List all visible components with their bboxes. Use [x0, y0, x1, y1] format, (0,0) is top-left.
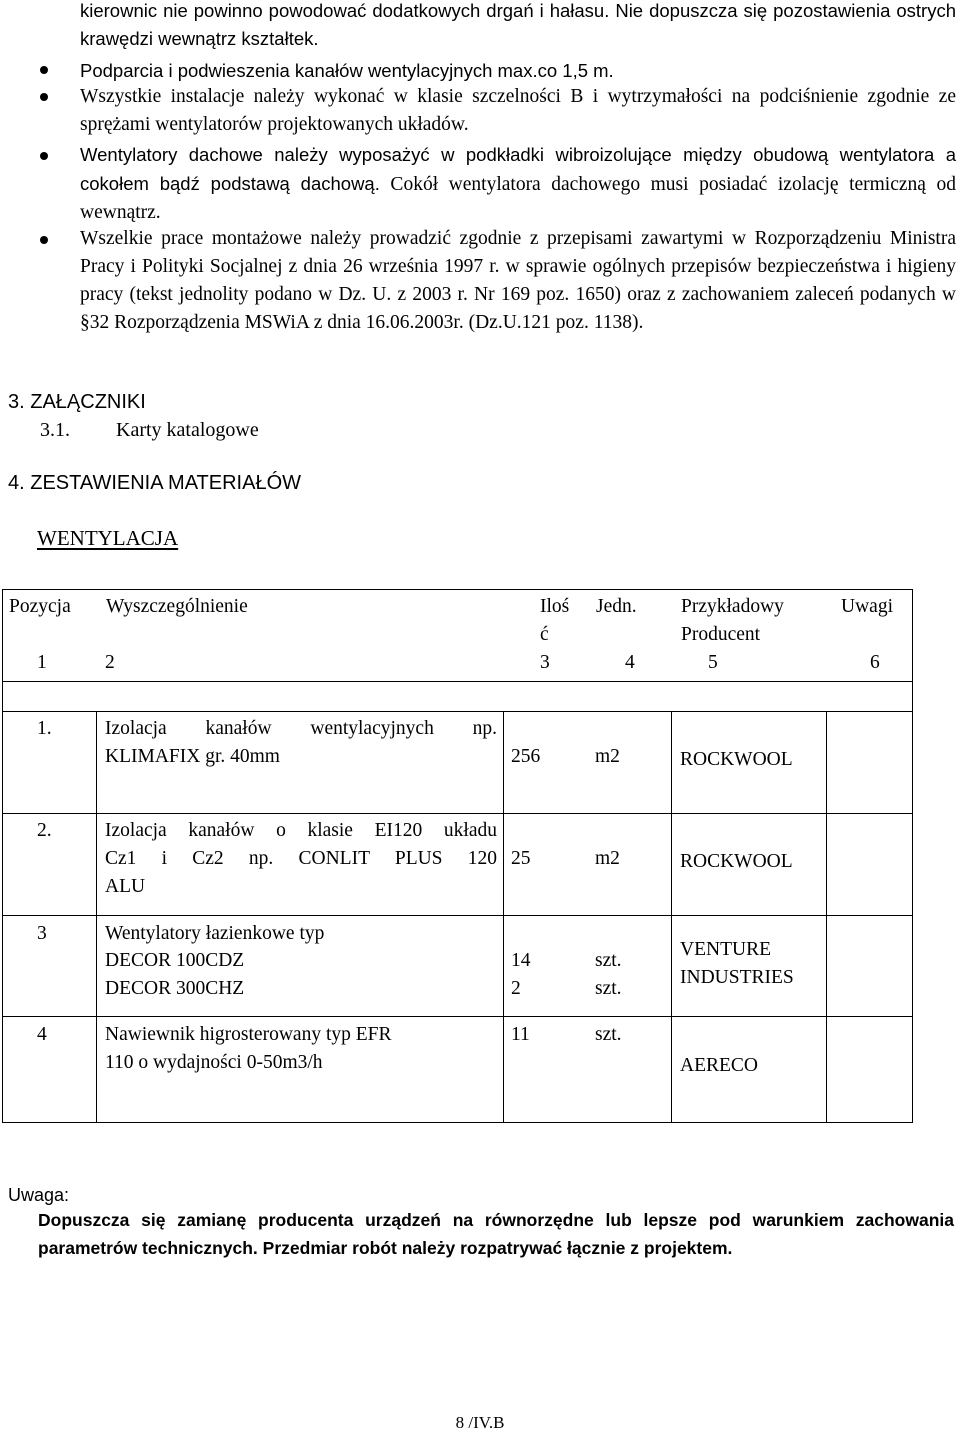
bullet-dot: [40, 152, 48, 160]
row-position: 2.: [37, 820, 52, 841]
bullet-item-roof-fans: [80, 141, 956, 227]
row-unit: szt.: [595, 978, 622, 999]
bullet-item-regulations: Wszelkie prace montażowe należy prowadzić zgodnie z przepisami zawartymi w Rozporządzeniu Ministra Pracy i Polityki Socjalnej z dnia 26 września 1997 r. w sprawie ogólnych przepisów bezpieczeństwa i higieny pracy (tekst jednolity podano w Dz. U. z 2003 r. Nr 169 poz. 1650) oraz z zachowaniem zaleceń podanych w §32 Rozporządzenia MSWiA z dnia 16.06.2003r. (Dz.U.121 poz. 1138).: [80, 228, 956, 333]
row-position: 3: [37, 923, 47, 944]
subsection-number: 3.1.: [40, 419, 70, 441]
table-line: [2, 681, 913, 682]
table-header-quantity-wrap: ć: [540, 624, 549, 645]
table-column-number: 6: [870, 652, 880, 673]
table-header-description: Wyszczególnienie: [106, 596, 248, 617]
row-producer: VENTURE: [680, 939, 771, 960]
note-text: [38, 1206, 954, 1262]
table-column-number: 4: [625, 652, 635, 673]
table-line: [2, 915, 913, 916]
table-column-number: 2: [105, 652, 115, 673]
page-number: 8 /IV.B: [455, 1413, 505, 1432]
row-unit: szt.: [595, 1024, 622, 1045]
row-description: Nawiewnik higrosterowany typ EFR: [105, 1024, 392, 1045]
roof-fans-text-sans: Wentylatory dachowe należy wyposażyć w podkładki wibroizolujące między obudową wentylatora a cokołem bądź podstawą dachową.: [80, 144, 956, 194]
table-line: [671, 711, 672, 1123]
row-description: Izolacja kanałów wentylacyjnych np.: [105, 718, 497, 739]
row-description: Izolacja kanałów o klasie EI120 układu: [105, 820, 497, 841]
table-column-number: 1: [37, 652, 47, 673]
row-description: Wentylatory łazienkowe typ: [105, 923, 325, 944]
section-heading-attachments: 3. ZAŁĄCZNIKI: [8, 391, 146, 413]
table-line-bottom: [2, 1122, 913, 1123]
note-text-part1: Dopuszcza się zamianę producenta urządzeń na równorzędne lub lepsze pod warunkiem zachowania parametrów technicznych.: [38, 1210, 954, 1258]
row-position: 4: [37, 1024, 47, 1045]
row-description: KLIMAFIX gr. 40mm: [105, 746, 280, 767]
row-producer: INDUSTRIES: [680, 967, 794, 988]
table-header-quantity: Iloś: [540, 596, 570, 617]
table-header-unit: Jedn.: [596, 596, 637, 617]
row-quantity: 14: [511, 950, 531, 971]
row-quantity: 11: [511, 1024, 530, 1045]
table-column-number: 3: [540, 652, 550, 673]
row-producer: AERECO: [680, 1055, 758, 1076]
row-description: ALU: [105, 876, 146, 897]
row-unit: szt.: [595, 950, 622, 971]
row-producer: ROCKWOOL: [680, 749, 793, 770]
bullet-dot: [40, 66, 48, 74]
table-line: [2, 813, 913, 814]
table-line: [826, 711, 827, 1123]
row-description: DECOR 300CHZ: [105, 978, 245, 999]
table-header-position: Pozycja: [9, 596, 71, 617]
row-quantity: 256: [511, 746, 541, 767]
row-quantity: 25: [511, 848, 531, 869]
subsection-label: Karty katalogowe: [116, 419, 259, 441]
bullet-dot: [40, 93, 48, 101]
table-line-top: [2, 589, 913, 590]
row-unit: m2: [595, 746, 620, 767]
section-subheading-ventilation: WENTYLACJA: [37, 526, 179, 550]
bullet-item-tightness: Wszystkie instalacje należy wykonać w klasie szczelności B i wytrzymałości na podciśnienie zgodnie ze sprężami wentylatorów projektowanych układów.: [80, 86, 956, 135]
table-line: [503, 711, 504, 1123]
section-heading-materials: 4. ZESTAWIENIA MATERIAŁÓW: [8, 472, 301, 494]
row-description: 110 o wydajności 0-50m3/h: [105, 1052, 323, 1073]
table-header-producer: Przykładowy: [681, 596, 784, 617]
note-text-part2: Przedmiar robót należy rozpatrywać łącznie z projektem.: [257, 1238, 733, 1258]
row-description: DECOR 100CDZ: [105, 950, 245, 971]
table-line: [2, 711, 913, 712]
note-title: Uwaga:: [8, 1185, 70, 1205]
table-header-producer-wrap: Producent: [681, 624, 761, 645]
table-header-notes: Uwagi: [841, 596, 893, 617]
table-column-number: 5: [708, 652, 718, 673]
table-line-left: [2, 589, 3, 1123]
row-quantity: 2: [511, 978, 521, 999]
paragraph-continuation: kierownic nie powinno powodować dodatkowych drgań i hałasu. Nie dopuszcza się pozostawienia ostrych krawędzi wewnątrz kształtek.: [80, 0, 956, 49]
bullet-dot: [40, 236, 48, 244]
bullet-item-supports: Podparcia i podwieszenia kanałów wentylacyjnych max.co 1,5 m.: [80, 60, 614, 81]
row-unit: m2: [595, 848, 620, 869]
row-description: Cz1 i Cz2 np. CONLIT PLUS 120: [105, 848, 497, 869]
table-line: [96, 711, 97, 1123]
table-line-right: [912, 589, 913, 1123]
row-producer: ROCKWOOL: [680, 851, 793, 872]
row-position: 1.: [37, 718, 52, 739]
table-line: [2, 1016, 913, 1017]
roof-fans-text-serif: Cokół wentylatora dachowego musi posiadać izolację termiczną od wewnątrz.: [80, 174, 957, 223]
